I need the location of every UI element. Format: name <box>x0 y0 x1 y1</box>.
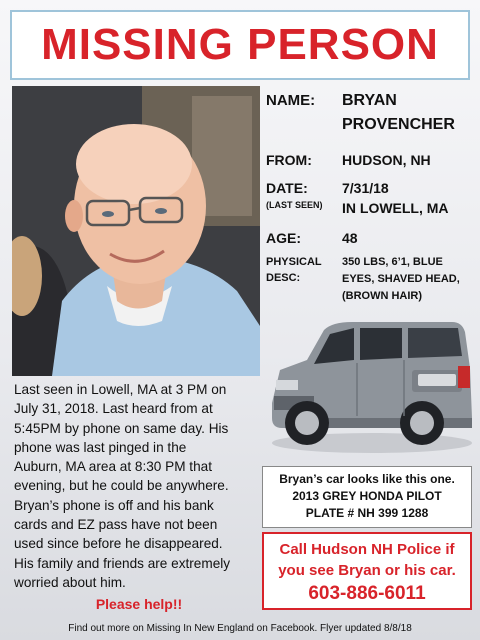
suv-image <box>262 308 476 458</box>
description-line: used since before he disappeared. <box>14 536 223 552</box>
car-photo <box>262 308 476 458</box>
name-value-first: BRYAN <box>342 92 397 109</box>
portrait-image <box>12 86 260 376</box>
please-help-text: Please help!! <box>95 596 183 612</box>
physical-desc-line3: (BROWN HAIR) <box>342 290 423 302</box>
from-label: FROM: <box>266 152 312 168</box>
description-line: July 31, 2018. Last heard from at <box>14 401 213 417</box>
page-title: MISSING PERSON <box>41 20 439 69</box>
description-line: 5:45PM by phone on same day. His <box>14 420 229 436</box>
call-line1: Call Hudson NH Police if <box>279 541 455 558</box>
description-line: cards and EZ pass have not been <box>14 517 218 533</box>
description-line: Bryan’s phone is off and his bank <box>14 497 214 513</box>
call-line2: you see Bryan or his car. <box>278 562 456 579</box>
title-banner <box>10 10 470 80</box>
description-line: Last seen in Lowell, MA at 3 PM on <box>14 382 227 397</box>
car-plate: PLATE # NH 399 1288 <box>305 506 429 520</box>
description-line: phone was last pinged in the <box>14 439 187 455</box>
date-sublabel: (LAST SEEN) <box>266 200 323 210</box>
car-model: 2013 GREY HONDA PILOT <box>292 489 442 503</box>
description-text <box>14 380 264 592</box>
police-phone-number: 603-886-6011 <box>308 583 426 604</box>
name-value-last: PROVENCHER <box>342 116 455 133</box>
desc-label: DESC: <box>266 272 301 284</box>
description-line: evening, but he could be anywhere. <box>14 478 229 494</box>
car-info-box <box>262 466 472 528</box>
physical-desc-line2: EYES, SHAVED HEAD, <box>342 273 460 285</box>
description-line: worried about him. <box>14 574 126 590</box>
date-location: IN LOWELL, MA <box>342 200 449 216</box>
call-police-box <box>262 532 472 610</box>
age-label: AGE: <box>266 230 301 246</box>
description-line: His family and friends are extremely <box>14 555 231 571</box>
physical-label: PHYSICAL <box>266 256 322 268</box>
date-value: 7/31/18 <box>342 180 389 196</box>
name-label: NAME: <box>266 92 316 109</box>
car-info-intro: Bryan’s car looks like this one. <box>279 472 455 486</box>
missing-person-photo <box>12 86 260 376</box>
date-label: DATE: <box>266 180 308 196</box>
physical-desc-line1: 350 LBS, 6’1, BLUE <box>342 256 443 268</box>
age-value: 48 <box>342 230 358 246</box>
from-value: HUDSON, NH <box>342 152 431 168</box>
description-line: Auburn, MA area at 8:30 PM that <box>14 459 212 475</box>
footer-note: Find out more on Missing In New England on Facebook. Flyer updated 8/8/18 <box>68 623 412 634</box>
